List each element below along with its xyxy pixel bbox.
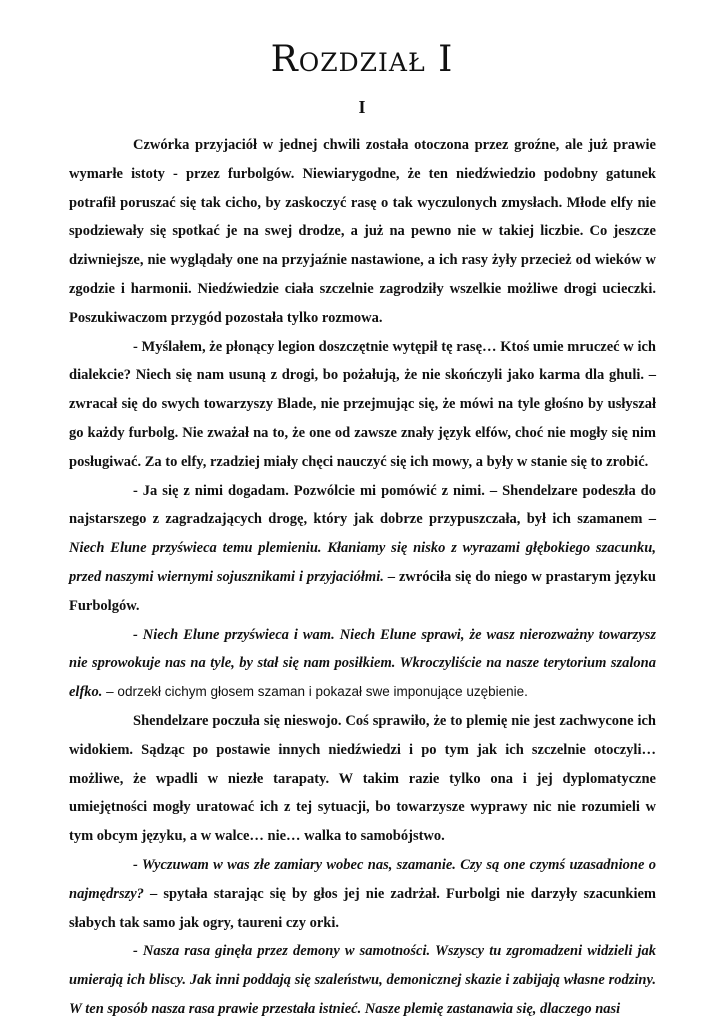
text-run: – spytała starając się by głos jej nie zadrżał. Furbolgi nie darzyły szacunkiem słabych tak samo jak ogry, taureni czy orki. — [69, 885, 656, 931]
dialogue-italic: - Wyczuwam w was złe zamiary wobec nas, szamanie. Czy są one czymś uzasadnione o najmędrszy? — [69, 856, 656, 902]
chapter-text — [69, 131, 656, 1024]
paragraph — [69, 937, 656, 1023]
text-run: - Myślałem, że płonący legion doszczętnie wytępił tę rasę… Ktoś umie mruczeć w ich dialekcie? Niech się nam usuną z drogi, bo pożałują, że nie skończyli jako karma dla ghuli. – zwracał się do swych towarzyszy Blade, nie przejmując się, że mówi na tyle głośno by usłyszał go każdy furbolg. Nie zważał na to, że one od zawsze znały język elfów, choć nie mogły się nim posługiwać. Za to elfy, rzadziej miały chęci nauczyć się ich mowy, a były w stanie się to zrobić. — [69, 338, 656, 470]
paragraph — [69, 621, 656, 707]
dialogue-italic: - Nasza rasa ginęła przez demony w samotności. Wszyscy tu zgromadzeni widzieli jak umierają ich bliscy. Jak inni poddają się szaleństwu, demonicznej skazie i zabijają własne rodziny. W ten sposób nasza rasa prawie przestała istnieć. Nasze plemię zastanawia się, dlaczego nasi — [69, 943, 656, 1017]
dialogue-italic: - Niech Elune przyświeca i wam. Niech Elune sprawi, że wasz nierozważny towarzysz nie sprowokuje nas na tyle, by stał się nam posiłkiem. Wkroczyliście na nasze terytorium szalona elfko. — [69, 626, 656, 701]
section-number: I — [358, 97, 366, 117]
paragraph — [69, 477, 656, 621]
text-run: - Ja się z nimi dogadam. Pozwólcie mi pomówić z nimi. – Shendelzare podeszła do najstarszego z zagradzających drogę, który jak dobrze przypuszczała, był ich szamanem – — [69, 482, 656, 528]
chapter-title: Rozdział I — [270, 39, 454, 80]
text-run: Czwórka przyjaciół w jednej chwili została otoczona przez groźne, ale już prawie wymarłe istoty - przez furbolgów. Niewiarygodne, że ten niedźwiedzio podobny gatunek potrafił poruszać się tak cicho, by zaskoczyć rasę o tak wyczulonych zmysłach. Młode elfy nie spodziewały się spotkać je na swej drodze, a już na pewno nie w takiej liczbie. Co jeszcze dziwniejsze, nie wyglądały one na przyjaźnie nastawione, a ich rasy żyły przecież od wieków w zgodzie i harmonii. Niedźwiedzie ciała szczelnie zagrodziły wszelkie możliwe drogi ucieczki. Poszukiwaczom przygód pozostała tylko rozmowa. — [69, 137, 656, 326]
text-run: – zwróciła się do niego w prastarym języku Furbolgów. — [69, 568, 656, 614]
paragraph — [69, 131, 656, 333]
text-run: – odrzekł cichym głosem szaman i pokazał swe imponujące uzębienie. — [102, 684, 528, 700]
paragraph — [69, 851, 656, 937]
paragraph — [69, 333, 656, 477]
text-run: Shendelzare poczuła się nieswojo. Coś sprawiło, że to plemię nie jest zachwycone ich widokiem. Sądząc po postawie innych niedźwiedzi i po tym jak ich szczelnie otoczyli… możliwe, że wpadli w niezłe tarapaty. W takim razie tylko ona i jej dyplomatyczne umiejętności mogły uratować ich z tej sytuacji, bo towarzysze wyprawy nic nie rozumieli w tym obcym języku, a w walce… nie… walka to samobójstwo. — [69, 712, 656, 845]
dialogue-italic: Niech Elune przyświeca temu plemieniu. Kłaniamy się nisko z wyrazami głębokiego szacunku, przed naszymi wiernymi sojusznikami i przyjaciółmi. — [69, 540, 656, 585]
paragraph — [69, 707, 656, 851]
